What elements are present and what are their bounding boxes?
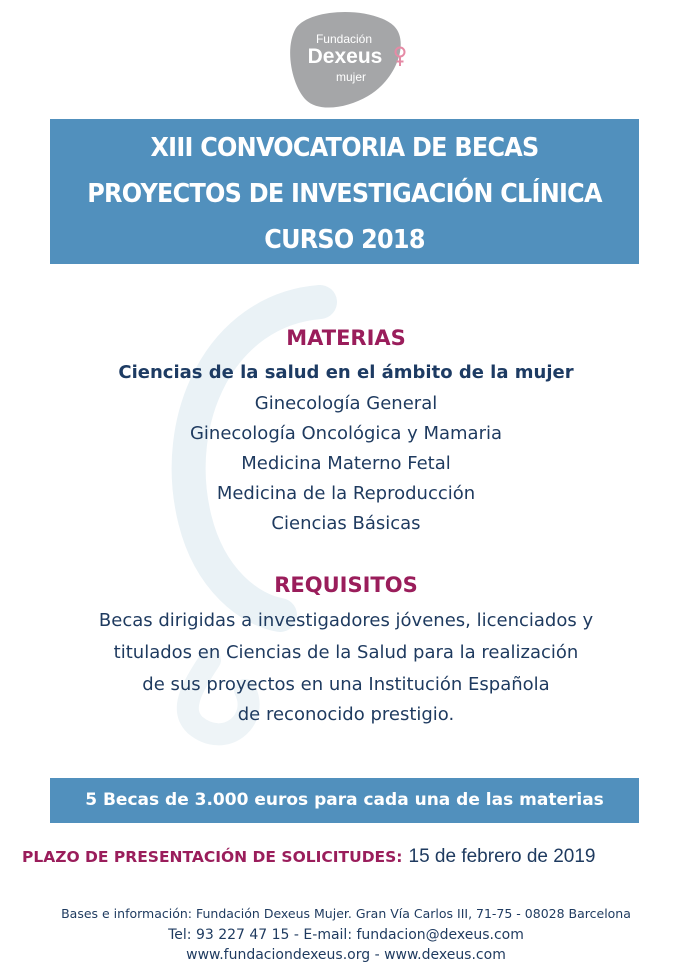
fundacion-dexeus-logo	[276, 8, 416, 112]
materia-item: Ginecología Oncológica y Mamaria	[189, 423, 503, 444]
materia-item: Medicina de la Reproducción	[216, 483, 476, 504]
footer-address: Bases e información: Fundación Dexeus Mujer. Gran Vía Carlos III, 71-75 - 08028 Barcelona	[61, 906, 631, 921]
deadline-date: 15 de febrero de 2019	[408, 846, 596, 867]
logo-text-fundacion: Fundación	[315, 32, 373, 46]
materia-item: Medicina Materno Fetal	[241, 453, 451, 474]
requisitos-line: de reconocido prestigio.	[237, 704, 455, 725]
footer-contact: Tel: 93 227 47 15 - E-mail: fundacion@dexeus.com	[168, 927, 524, 943]
requisitos-line: titulados en Ciencias de la Salud para la realización	[113, 642, 579, 663]
deadline	[22, 846, 596, 868]
requisitos-line: de sus proyectos en una Institución Española	[142, 674, 550, 695]
title-line-2: PROYECTOS DE INVESTIGACIÓN CLÍNICA	[87, 179, 602, 209]
venus-symbol-icon	[393, 46, 407, 68]
logo-text-dexeus: Dexeus	[307, 45, 383, 68]
deadline-label: PLAZO DE PRESENTACIÓN DE SOLICITUDES:	[22, 848, 403, 866]
requisitos-line: Becas dirigidas a investigadores jóvenes, licenciados y	[98, 610, 594, 631]
materias-heading: MATERIAS	[286, 326, 406, 350]
materia-item: Ginecología General	[254, 393, 438, 414]
materias-subheading: Ciencias de la salud en el ámbito de la mujer	[118, 362, 574, 383]
materia-item: Ciencias Básicas	[271, 513, 421, 534]
title-line-3: CURSO 2018	[264, 225, 425, 255]
title-line-1: XIII CONVOCATORIA DE BECAS	[150, 133, 539, 163]
requisitos-heading: REQUISITOS	[274, 573, 418, 597]
logo-text-mujer: mujer	[336, 70, 367, 84]
becas-amount-banner: 5 Becas de 3.000 euros para cada una de las materias	[50, 778, 639, 823]
footer-websites: www.fundaciondexeus.org - www.dexeus.com	[186, 947, 506, 963]
title-banner	[50, 119, 639, 264]
